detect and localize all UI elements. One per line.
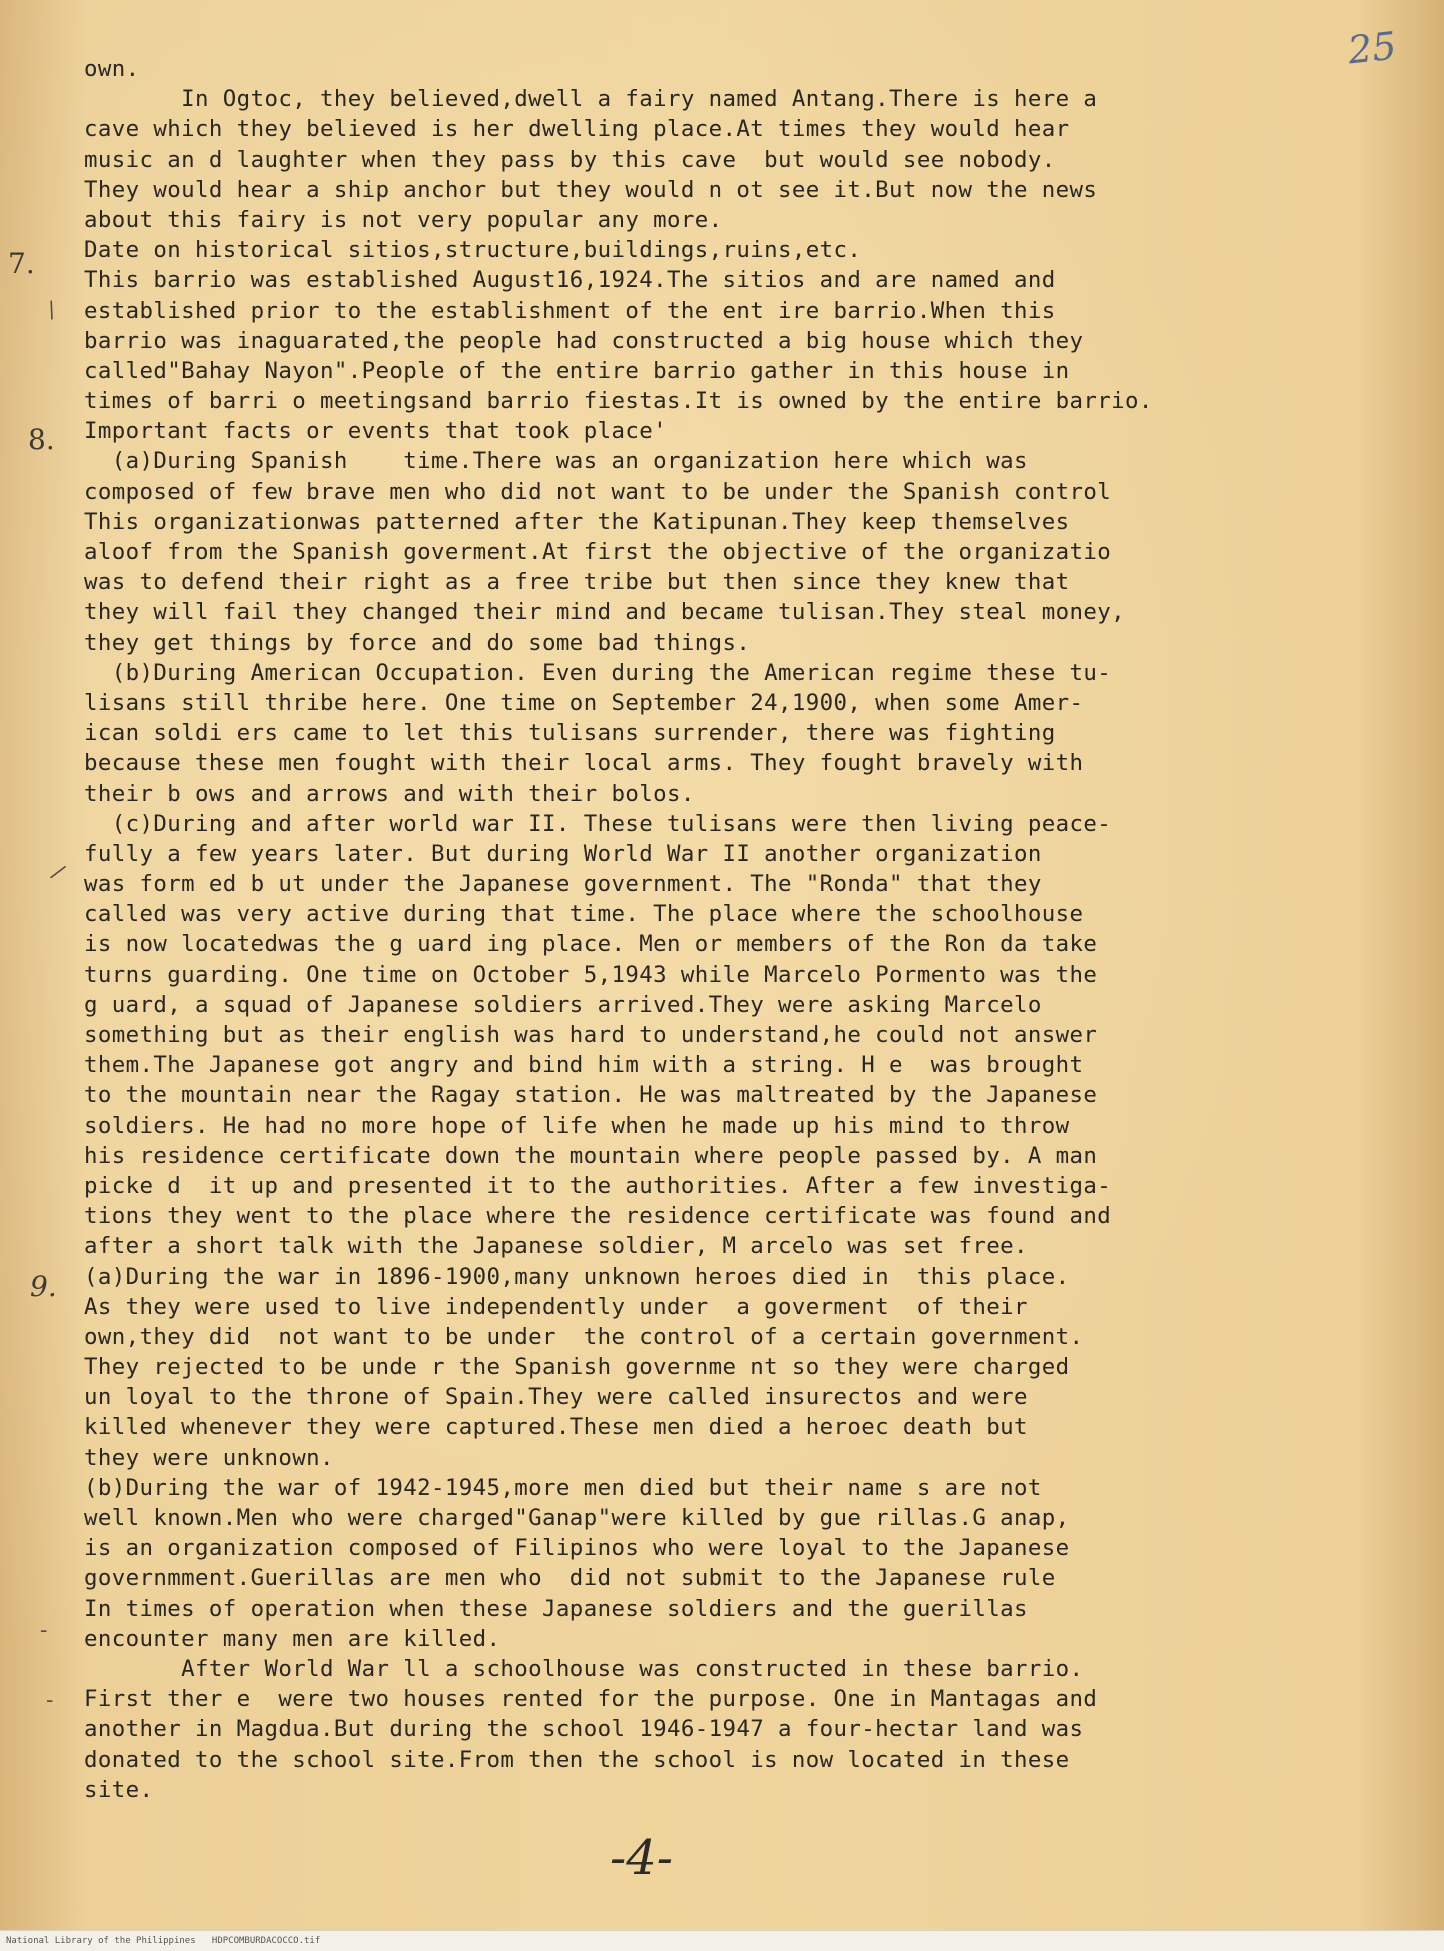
text-line: (c)During and after world war II. These tulisans were then living peace- bbox=[84, 810, 1112, 837]
text-line: is an organization composed of Filipinos who were loyal to the Japanese bbox=[84, 1535, 1070, 1562]
text-line: established prior to the establishment of the ent ire barrio.When this bbox=[84, 297, 1056, 324]
margin-item-9: 9. bbox=[30, 1270, 57, 1303]
text-line: (b)During American Occupation. Even during the American regime these tu- bbox=[84, 659, 1112, 686]
margin-item-8: 8. bbox=[28, 423, 55, 456]
text-line: times of barri o meetingsand barrio fiestas.It is owned by the entire barrio. bbox=[84, 388, 1153, 415]
text-line: because these men fought with their local arms. They fought bravely with bbox=[84, 750, 1084, 777]
text-line: (a)During Spanish time.There was an organization here which was bbox=[84, 448, 1028, 475]
text-line: As they were used to live independently under a goverment of their bbox=[84, 1293, 1028, 1320]
text-line: tions they went to the place where the residence certificate was found and bbox=[84, 1203, 1112, 1230]
text-line: own,they did not want to be under the control of a certain government. bbox=[84, 1323, 1084, 1350]
text-line: they get things by force and do some bad things. bbox=[84, 629, 751, 656]
text-line: soldiers. He had no more hope of life when he made up his mind to throw bbox=[84, 1112, 1070, 1139]
text-line: own. bbox=[84, 56, 140, 82]
text-line: their b ows and arrows and with their bolos. bbox=[84, 780, 695, 807]
typewritten-text bbox=[84, 54, 1404, 1805]
text-line: was form ed b ut under the Japanese government. The "Ronda" that they bbox=[84, 871, 1042, 898]
text-line: g uard, a squad of Japanese soldiers arrived.They were asking Marcelo bbox=[84, 991, 1042, 1018]
margin-item-7: 7. bbox=[8, 247, 35, 280]
text-line: something but as their english was hard to understand,he could not answer bbox=[84, 1022, 1098, 1048]
text-line: another in Magdua.But during the school 1946-1947 a four-hectar land was bbox=[84, 1716, 1084, 1743]
text-line: music an d laughter when they pass by this cave but would see nobody. bbox=[84, 146, 1056, 173]
text-line: donated to the school site.From then the school is now located in these bbox=[84, 1746, 1070, 1773]
text-line: In Ogtoc, they believed,dwell a fairy named Antang.There is here a bbox=[84, 86, 1098, 113]
text-line: After World War ll a schoolhouse was constructed in these barrio. bbox=[84, 1655, 1084, 1682]
text-line: Date on historical sitios,structure,buildings,ruins,etc. bbox=[84, 237, 862, 264]
text-line: was to defend their right as a free tribe but then since they knew that bbox=[84, 569, 1070, 596]
margin-dash: - bbox=[46, 1688, 54, 1713]
text-line: picke d it up and presented it to the authorities. After a few investiga- bbox=[84, 1172, 1112, 1199]
library-label: National Library of the Philippines HDPCOMBURDACOCCO.tif bbox=[6, 1936, 321, 1946]
text-line: composed of few brave men who did not want to be under the Spanish control bbox=[84, 478, 1112, 505]
text-line: This organizationwas patterned after the Katipunan.They keep themselves bbox=[84, 508, 1070, 535]
text-line: his residence certificate down the mountain where people passed by. A man bbox=[84, 1142, 1098, 1169]
margin-tick: / bbox=[47, 860, 68, 885]
text-line: after a short talk with the Japanese soldier, M arcelo was set free. bbox=[84, 1233, 1028, 1260]
margin-tick: / bbox=[43, 297, 60, 324]
text-line: Important facts or events that took place' bbox=[84, 418, 667, 445]
text-line: turns guarding. One time on October 5,1943 while Marcelo Pormento was the bbox=[84, 961, 1098, 988]
page-number: 25 bbox=[1345, 23, 1399, 73]
text-line: aloof from the Spanish goverment.At first the objective of the organizatio bbox=[84, 539, 1112, 565]
text-line: In times of operation when these Japanese soldiers and the guerillas bbox=[84, 1595, 1028, 1622]
text-line: un loyal to the throne of Spain.They were called insurectos and were bbox=[84, 1384, 1028, 1411]
text-line: (b)During the war of 1942-1945,more men died but their name s are not bbox=[84, 1474, 1042, 1501]
text-line: called was very active during that time. The place where the schoolhouse bbox=[84, 901, 1084, 928]
text-line: ican soldi ers came to let this tulisans surrender, there was fighting bbox=[84, 720, 1056, 747]
text-line: about this fairy is not very popular any more. bbox=[84, 206, 723, 233]
text-line: cave which they believed is her dwelling place.At times they would hear bbox=[84, 116, 1070, 143]
text-line: encounter many men are killed. bbox=[84, 1625, 501, 1652]
text-line: well known.Men who were charged"Ganap"were killed by gue rillas.G anap, bbox=[84, 1505, 1070, 1531]
text-line: fully a few years later. But during World War II another organization bbox=[84, 840, 1042, 867]
text-line: They rejected to be unde r the Spanish governme nt so they were charged bbox=[84, 1354, 1070, 1381]
text-line: They would hear a ship anchor but they would n ot see it.But now the news bbox=[84, 176, 1098, 203]
text-line: killed whenever they were captured.These men died a heroec death but bbox=[84, 1414, 1028, 1441]
margin-dash: - bbox=[40, 1618, 48, 1643]
text-line: barrio was inaguarated,the people had constructed a big house which they bbox=[84, 327, 1084, 354]
text-line: (a)During the war in 1896-1900,many unknown heroes died in this place. bbox=[84, 1263, 1070, 1290]
text-line: site. bbox=[84, 1776, 154, 1803]
text-line: governmment.Guerillas are men who did not submit to the Japanese rule bbox=[84, 1565, 1056, 1592]
text-line: to the mountain near the Ragay station. He was maltreated by the Japanese bbox=[84, 1082, 1098, 1109]
text-line: them.The Japanese got angry and bind him with a string. H e was brought bbox=[84, 1052, 1084, 1079]
text-line: First ther e were two houses rented for the purpose. One in Mantagas and bbox=[84, 1686, 1098, 1713]
text-line: lisans still thribe here. One time on September 24,1900, when some Amer- bbox=[84, 689, 1084, 716]
text-line: This barrio was established August16,1924.The sitios and are named and bbox=[84, 267, 1056, 294]
text-line: called"Bahay Nayon".People of the entire barrio gather in this house in bbox=[84, 357, 1070, 384]
text-line: they were unknown. bbox=[84, 1444, 334, 1471]
text-line: they will fail they changed their mind and became tulisan.They steal money, bbox=[84, 599, 1126, 626]
text-line: is now locatedwas the g uard ing place. Men or members of the Ron da take bbox=[84, 931, 1098, 958]
footer-page-mark: -4- bbox=[610, 1830, 673, 1886]
